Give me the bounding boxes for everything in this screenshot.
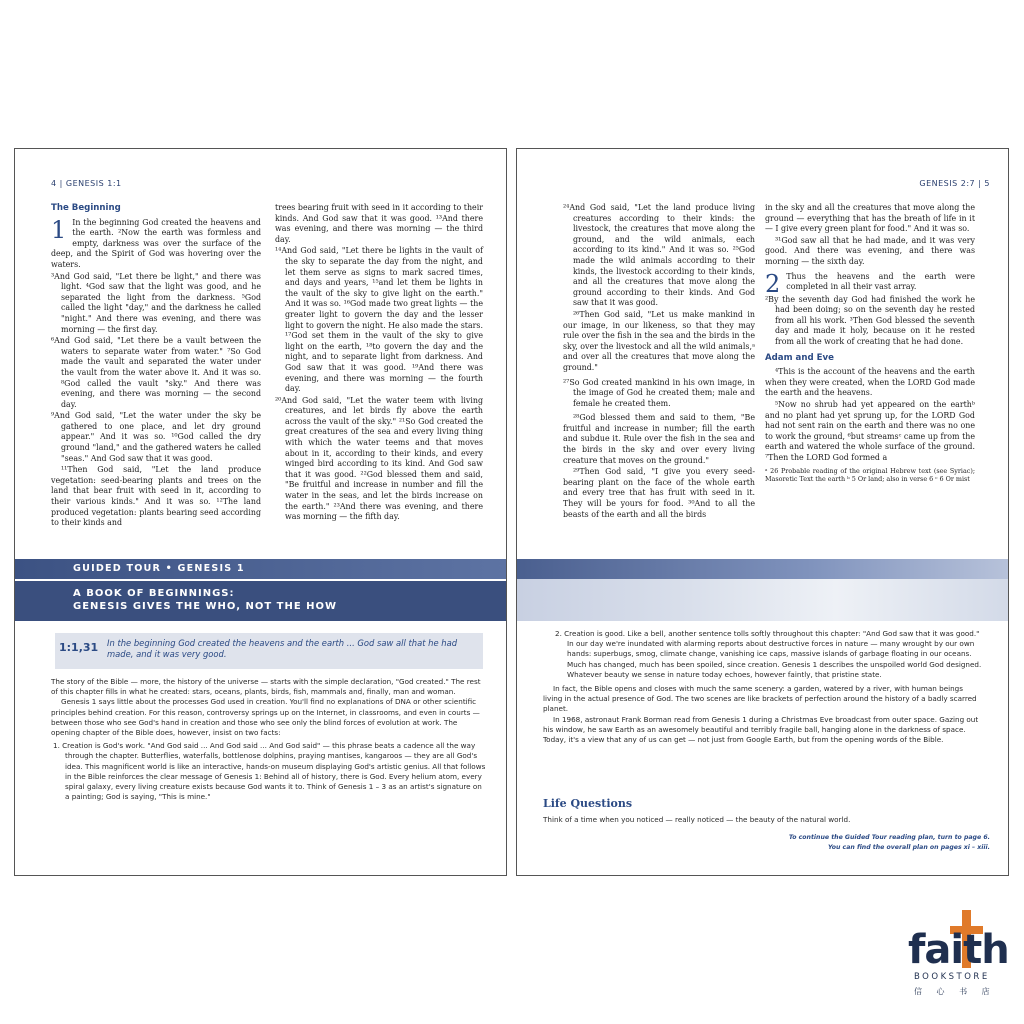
scripture-column-3 [563, 203, 755, 521]
section-heading-2: Adam and Eve [765, 352, 834, 363]
guided-tour-title-band [15, 581, 506, 621]
logo-subtitle-chinese: 信 心 书 店 [914, 987, 996, 996]
scripture-column-4 [765, 203, 975, 484]
key-verse-quote: In the beginning God created the heavens and the earth ... God saw all that he had made, and it was very good. [107, 638, 458, 659]
verse-paragraph: In the beginning God created the heavens and the earth. ²Now the earth was formless and empty, darkness was over the surface of the deep, and the Spirit of God was hovering over the waters. [51, 217, 261, 269]
life-questions-text: Think of a time when you noticed — really noticed — the beauty of the natural world. [543, 815, 851, 824]
verse-paragraph: ²⁷So God created mankind in his own image, in the image of God he created them; male and female he created them. [563, 377, 755, 408]
chapter-number-2: 2 [765, 269, 781, 298]
guided-tour-title [73, 587, 337, 613]
verse-paragraph: ¹⁴And God said, "Let there be lights in the vault of the sky to separate the day from the night, and let them serve as signs to mark sacred times, and days and years, ¹⁵and let them be lights in the vault of the sky to give light on the earth." And it was so. ¹⁶God made two great lights — the greater light to govern the day and the lesser light to govern the night. He also made the stars. ¹⁷God set them in the vault of the sky to give light on the earth, ¹⁸to govern the day and the night, and to separate light from darkness. And God saw that it was good. ¹⁹And there was evening, and there was morning — the fourth day. [275, 246, 483, 394]
verse-paragraph: ⁵Now no shrub had yet appeared on the earthᵇ and no plant had yet sprung up, for the LORD God had not sent rain on the earth and there was no one to work the ground, ⁶but streamsᶜ came up from the earth and watered the whole surface of the ground. ⁷Then the LORD God formed a [765, 399, 975, 462]
faith-bookstore-logo [908, 908, 1008, 1008]
left-page [14, 148, 507, 876]
running-head-left: 4 | GENESIS 1:1 [51, 179, 122, 188]
guided-tour-title-line1: A BOOK OF BEGINNINGS: [73, 588, 235, 599]
continue-note [789, 833, 990, 853]
footnotes: ᵃ 26 Probable reading of the original Hebrew text (see Syriac); Masoretic Text the earth ᵇ 5 Or land; also in verse 6 ᶜ 6 Or mist [765, 467, 975, 484]
commentary-paragraph: The story of the Bible — more, the history of the universe — starts with the simple declaration, "God created." The rest of this chapter fills in what he created: stars, oceans, plants, birds, fish, mammals and, finally, man and woman. [51, 677, 481, 697]
key-verse-box [55, 633, 483, 669]
guided-tour-band-right [517, 559, 1008, 621]
guided-tour-band-stripe [517, 559, 1008, 579]
commentary-list-item: 1. Creation is God's work. "And God said ... And God said ... And God said" — this phrase beats a cadence all the way through the chapter. Butterflies, waterfalls, bottlenose dolphins, praying mantises, kangaroos — they are all God's idea. This magnificent world is like an interactive, hands-on museum displaying God's artistic genius. All that follows in the Bible reinforces the clear message of Genesis 1: Behind all of history, there is God. Every helium atom, every spiral galaxy, every living creature exists because God wants it to. Think of Genesis 1 – 3 as an artist's signature on a painting; God is saying, "This is mine." [53, 741, 486, 802]
commentary-list-item: 2. Creation is good. Like a bell, another sentence tolls softly throughout this chapter: "And God saw that it was good." In our day we're inundated with alarming reports about destructive forces in nature — many wrought by our own hands: superbugs, smog, climate change, vanishing ice caps, massive islands of garbage floating in our oceans. Much has changed, much has been spoiled, since creation. Genesis 1 describes the unspoiled world God designed. Whatever beauty we sense in nature today echoes, however faintly, that pristine state. [555, 629, 982, 679]
verse-paragraph: ¹¹Then God said, "Let the land produce vegetation: seed-bearing plants and trees on the land that bear fruit with seed in it, according to their various kinds." And it was so. ¹²The land produced vegetation: plants bearing seed according to their kinds and [51, 465, 261, 528]
scripture-column-1 [51, 203, 261, 530]
verse-paragraph: ⁹And God said, "Let the water under the sky be gathered to one place, and let dry ground appear." And it was so. ¹⁰God called the dry ground "land," and the gathered waters he called "seas." And God saw that it was good. [51, 411, 261, 463]
logo-subtitle: BOOKSTORE [914, 972, 990, 982]
guided-tour-title-line2: GENESIS GIVES THE WHO, NOT THE HOW [73, 601, 338, 612]
right-page [516, 148, 1009, 876]
verse-paragraph: in the sky and all the creatures that move along the ground — everything that has the breath of life in it — I give every green plant for food." And it was so. [765, 203, 975, 234]
key-verse-reference: 1:1,31 [59, 641, 99, 654]
verse-paragraph: ²⁶Then God said, "Let us make mankind in our image, in our likeness, so that they may rule over the fish in the sea and the birds in the sky, over the livestock and all the wild animals,ᵃ and over all the creatures that move along the ground." [563, 309, 755, 372]
guided-tour-band [15, 559, 506, 579]
verse-paragraph: ²⁸God blessed them and said to them, "Be fruitful and increase in number; fill the earth and subdue it. Rule over the fish in the sea and the birds in the sky and over every living creature that moves on the ground." [563, 413, 755, 465]
commentary-body-right [543, 629, 983, 745]
logo-text: faith [908, 927, 1009, 973]
continue-note-line2: You can find the overall plan on pages xi – xiii. [828, 844, 990, 851]
verse-paragraph: trees bearing fruit with seed in it according to their kinds. And God saw that it was good. ¹³And there was evening, and there was morning — the third day. [275, 203, 483, 244]
running-head-right: GENESIS 2:7 | 5 [919, 179, 990, 188]
verse-paragraph: ⁴This is the account of the heavens and the earth when they were created, when the LORD God made the earth and the heavens. [765, 367, 975, 398]
life-questions-heading: Life Questions [543, 797, 633, 810]
verse-paragraph: Thus the heavens and the earth were completed in all their vast array. [786, 271, 975, 292]
section-heading: The Beginning [51, 203, 121, 213]
scripture-column-2 [275, 203, 483, 524]
verse-paragraph: ³¹God saw all that he had made, and it was very good. And there was evening, and there was morning — the sixth day. [765, 235, 975, 266]
continue-note-line1: To continue the Guided Tour reading plan, turn to page 6. [788, 834, 990, 841]
commentary-paragraph: In 1968, astronaut Frank Borman read from Genesis 1 during a Christmas Eve broadcast from outer space. Gazing out his window, he saw Earth as an awesomely beautiful and terribly fragile ball, hanging alone in the darkness of space. Today, it's a view that any of us can get — not just from Google Earth, but from the opening words of the Bible. [543, 714, 979, 745]
verse-paragraph: ²⁹Then God said, "I give you every seed-bearing plant on the face of the whole earth and every tree that has fruit with seed in it. They will be yours for food. ³⁰And to all the beasts of the earth and all the birds [563, 467, 755, 519]
verse-paragraph: ⁶And God said, "Let there be a vault between the waters to separate water from water." ⁷So God made the vault and separated the water under the vault from the water above it. And it was so. ⁸God called the vault "sky." And there was evening, and there was morning — the second day. [51, 336, 261, 409]
verse-paragraph: ³And God said, "Let there be light," and there was light. ⁴God saw that the light was good, and he separated the light from the darkness. ⁵God called the light "day," and the darkness he called "night." And there was evening, and there was morning — the first day. [51, 271, 261, 334]
commentary-paragraph: Genesis 1 says little about the processes God used in creation. You'll find no explanations of DNA or other scientific principles behind creation. For this reason, controversy springs up on the Internet, in classrooms, and even in courts — between those who see God's hand in creation and those who see only the blind forces of evolution at work. The opening chapter of the Bible does, however, insist on two facts: [51, 697, 480, 738]
verse-paragraph: ²By the seventh day God had finished the work he had been doing; so on the seventh day he rested from all his work. ³Then God blessed the seventh day and made it holy, because on it he rested from all the work of creating that he had done. [765, 294, 975, 346]
chapter-number: 1 [51, 215, 67, 244]
commentary-paragraph: In fact, the Bible opens and closes with much the same scenery: a garden, watered by a river, with human beings living in the actual presence of God. The two scenes are like brackets of perfection around the history of a badly scarred planet. [543, 684, 977, 714]
commentary-body [51, 677, 487, 802]
verse-paragraph: ²⁰And God said, "Let the water teem with living creatures, and let birds fly above the earth across the vault of the sky." ²¹So God created the great creatures of the sea and every living thing with which the water teems and that moves about in it, according to their kinds, and every winged bird according to its kind. And God saw that it was good. ²²God blessed them and said, "Be fruitful and increase in number and fill the water in the seas, and let the birds increase on the earth." ²³And there was evening, and there was morning — the fifth day. [275, 395, 483, 522]
verse-paragraph: ²⁴And God said, "Let the land produce living creatures according to their kinds: the livestock, the creatures that move along the ground, and the wild animals, each according to its kind." And it was so. ²⁵God made the wild animals according to their kinds, the livestock according to their kinds, and all the creatures that move along the ground according to their kinds. And God saw that it was good. [563, 203, 755, 308]
guided-tour-label: GUIDED TOUR • GENESIS 1 [73, 563, 245, 574]
